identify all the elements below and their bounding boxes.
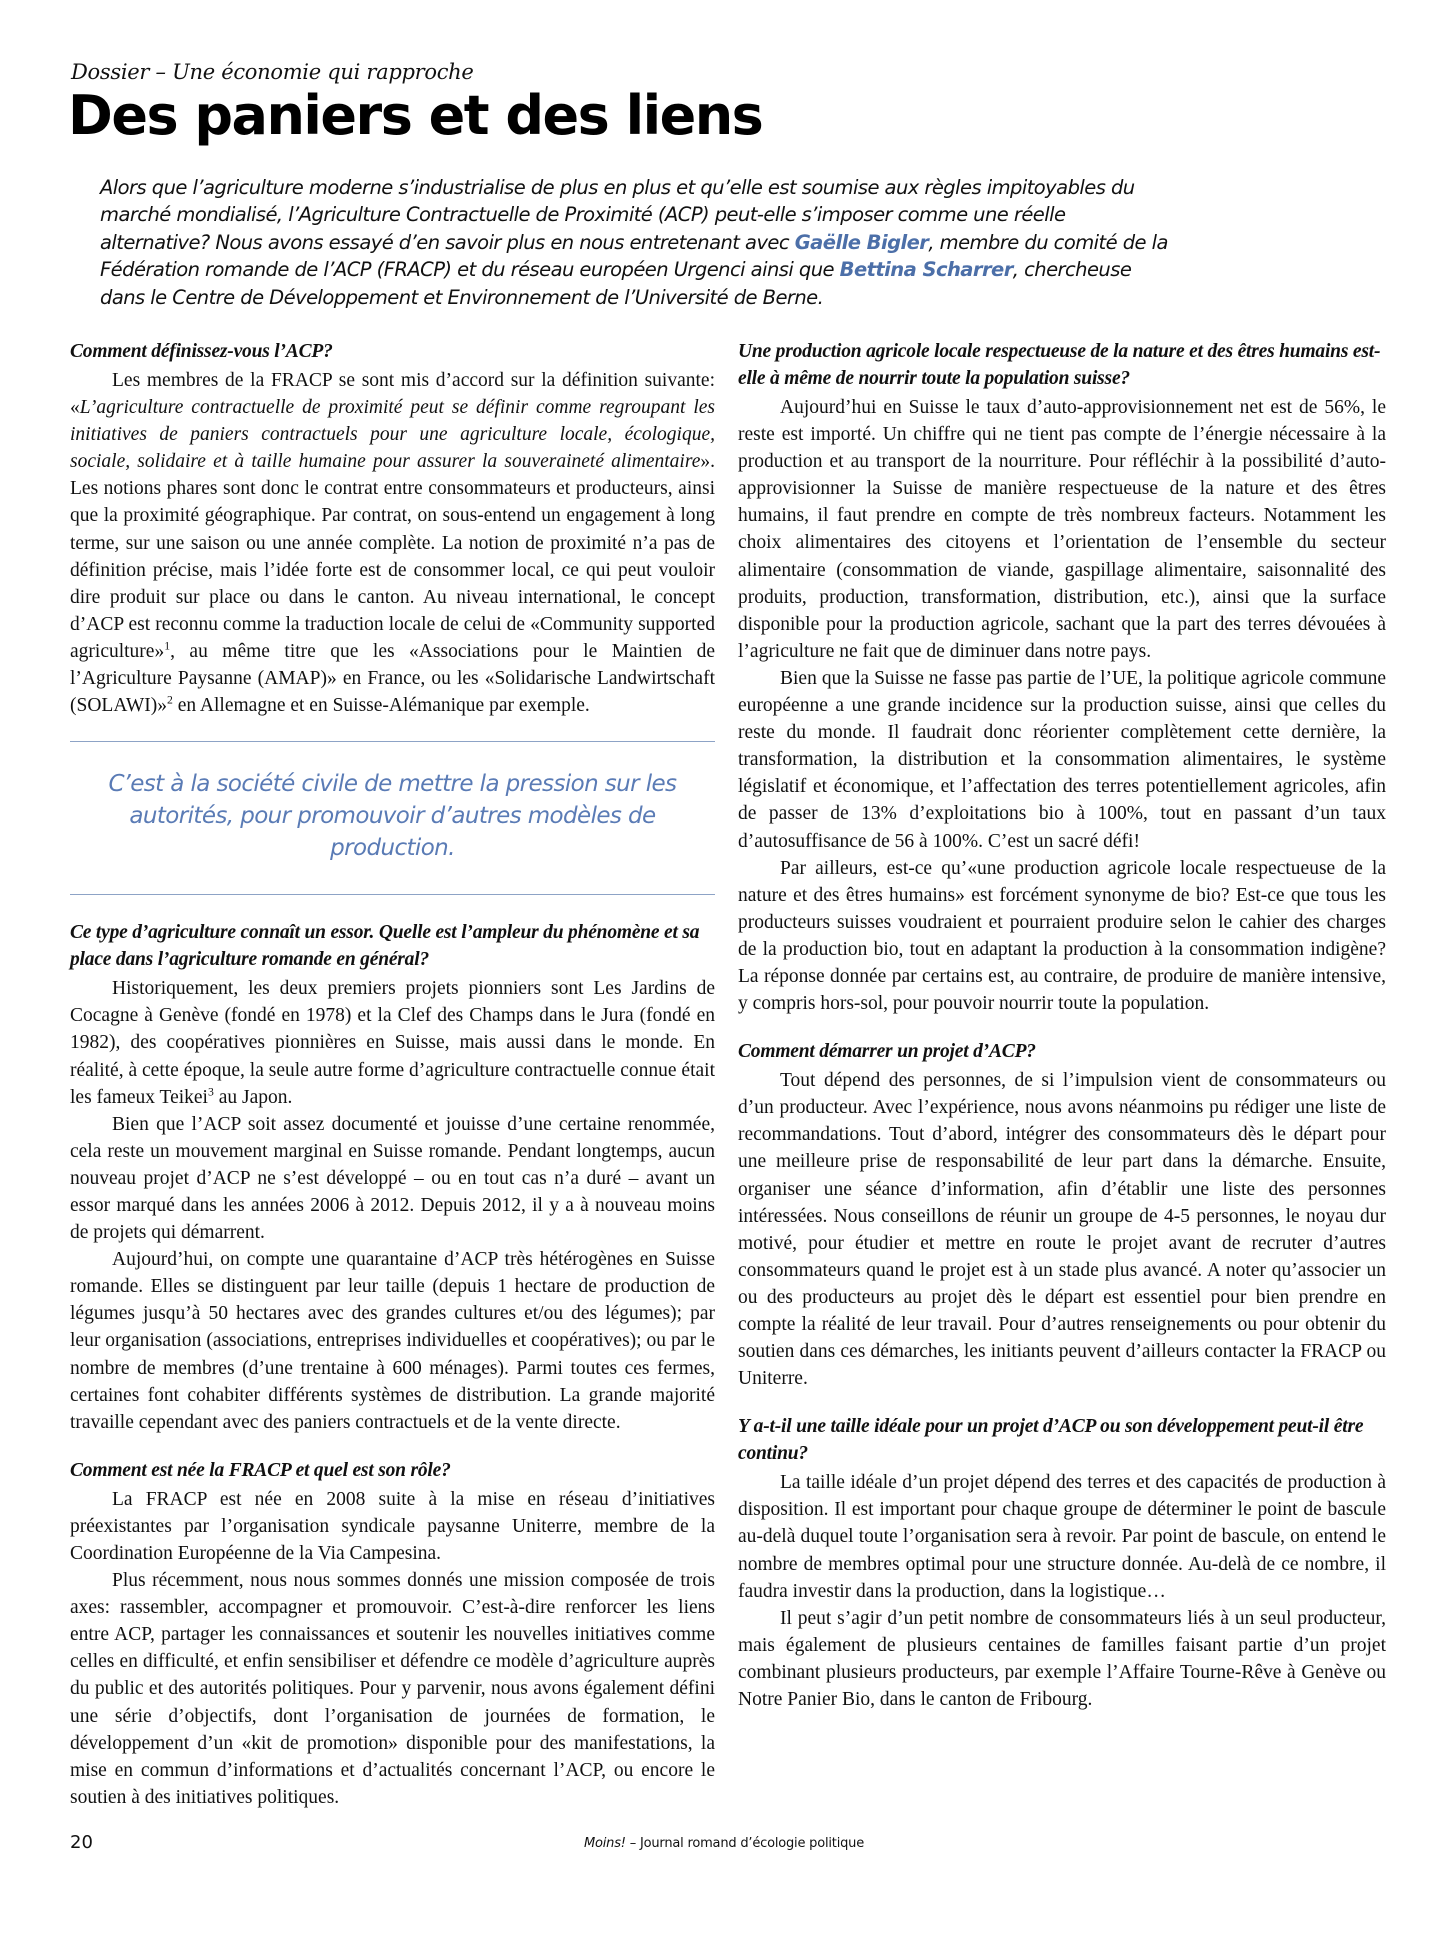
journal-name: Moins! bbox=[584, 1836, 626, 1851]
pull-quote-text: C’est à la société civile de mettre la pression sur les autorités, pour promouvoir d’autres modèles de production. bbox=[108, 771, 677, 862]
lead-text-1: Alors que l’agriculture moderne s’industrialise de plus en plus et qu’elle est soumise aux règles impitoyables du marché mondialisé, l’Agriculture Contractuelle de Proximité (ACP) peut-elle s’imposer comme une réelle alternative? Nous avons essayé d’en savoir plus en nous entretenant avec bbox=[100, 176, 1135, 254]
answer-paragraph: La FRACP est née en 2008 suite à la mise en réseau d’initiatives préexistantes par l’organisation syndicale paysanne Uniterre, membre de la Coordination Européenne de la Via Campesina. bbox=[70, 1488, 715, 1564]
article-lead bbox=[100, 174, 1180, 311]
journal-tagline: – Journal romand d’écologie politique bbox=[625, 1836, 865, 1851]
answer-paragraph: La taille idéale d’un projet dépend des terres et des capacités de production à disposition. Il est important pour chaque groupe de déterminer le point de bascule au-delà duquel toute l’organisation sera à revoir. Par point de bascule, on entend le nombre de membres optimal pour une structure donnée. Au-delà de ce nombre, il faudra investir dans la production, dans la logistique… bbox=[738, 1472, 1386, 1602]
footnote-ref: 1 bbox=[164, 639, 171, 653]
text-run: , au même titre que les «Associations pour le Maintien de l’Agriculture Paysanne (AMAP)» en France, ou les «Solidarische Landwirtschaft (SOLAWI)» bbox=[70, 640, 715, 717]
interviewee-name: Bettina Scharrer bbox=[839, 258, 1013, 282]
question-heading: Une production agricole locale respectueuse de la nature et des êtres humains est-elle à même de nourrir toute la population suisse? bbox=[738, 341, 1381, 389]
question-heading: Ce type d’agriculture connaît un essor. Quelle est l’ampleur du phénomène et sa place dans l’agriculture romande en général? bbox=[70, 922, 700, 971]
answer-paragraph: Il peut s’agir d’un petit nombre de consommateurs liés à un seul producteur, mais également de plusieurs centaines de familles faisant partie d’un projet combinant plusieurs producteurs, par exemple l’Affaire Tourne-Rêve à Genève ou Notre Panier Bio, dans le canton de Fribourg. bbox=[738, 1607, 1386, 1711]
article-title: Des paniers et des liens bbox=[68, 84, 763, 147]
section-kicker: Dossier – Une économie qui rapproche bbox=[71, 60, 474, 84]
footnote-ref: 2 bbox=[167, 693, 173, 707]
interviewee-name: Gaëlle Bigler bbox=[794, 230, 929, 254]
lead-text-3: , chercheuse dans le Centre de Développement et Environnement de l’Université de Berne. bbox=[100, 258, 1132, 309]
text-run: Les membres de la FRACP se sont mis d’accord sur la définition suivante: « bbox=[70, 370, 715, 419]
text-run: Historiquement, les deux premiers projets pionniers sont Les Jardins de Cocagne à Genève (fondé en 1978) et la Clef des Champs dans le Jura (fondé en 1982), des coopératives pionnières en Suisse, mais aussi dans le monde. En réalité, à cette époque, la seule autre forme d’agriculture contractuelle connue était les fameux Teikei bbox=[70, 978, 715, 1108]
left-column bbox=[70, 338, 715, 1811]
question-heading: Y a-t-il une taille idéale pour un projet d’ACP ou son développement peut-il être continu? bbox=[738, 1416, 1364, 1465]
answer-paragraph: Par ailleurs, est-ce qu’«une production agricole locale respectueuse de la nature et des êtres humains» est forcément synonyme de bio? Est-ce que tous les producteurs suisses voudraient et pourraient produire selon le cahier des charges de la production bio, tout en adaptant la production à la consommation indigène? La réponse donnée par certains est, au contraire, de produire de manière intensive, y compris hors-sol, pour pouvoir nourrir toute la population. bbox=[738, 857, 1386, 1015]
answer-paragraph: Aujourd’hui en Suisse le taux d’auto-approvisionnement net est de 56%, le reste est importé. Un chiffre qui ne tient pas compte de l’énergie nécessaire à la production et au transport de la nourriture. Pour réfléchir à la possibilité d’auto-approvisionner la Suisse de manière respectueuse de la nature et des êtres humains, il faut prendre en compte de très nombreux facteurs. Notamment les choix alimentaires des citoyens et l’orientation de l’ensemble du secteur alimentaire (consommation de viande, gaspillage alimentaire, saisonnalité des produits, production, transformation, distribution, etc.), ainsi que la surface disponible pour la production agricole, sachant que la part des terres dévouées à l’agriculture ne fait que de diminuer dans notre pays. bbox=[738, 397, 1386, 662]
text-run: ». Les notions phares sont donc le contrat entre consommateurs et producteurs, ainsi que la proximité géographique. Par contrat, on sous-entend un engagement à long terme, sur une saison ou une année complète. La notion de proximité n’a pas de définition précise, mais l’idée forte est de consommer local, ce qui peut vouloir dire produit sur place ou dans le canton. Au niveau international, le concept d’ACP est reconnu comme la traduction locale de celui de «Community supported agriculture» bbox=[70, 451, 715, 662]
answer-paragraph: Tout dépend des personnes, de si l’impulsion vient de consommateurs ou d’un producteur. Avec l’expérience, nous avons néanmoins pu rédiger une liste de recommandations. Tout d’abord, intégrer des consommateurs dès le départ pour une meilleure prise de responsabilité de leur part dans la démarche. Ensuite, organiser une séance d’information, afin d’établir une liste des personnes intéressées. Nous conseillons de réunir un groupe de 4-5 personnes, le noyau dur motivé, pour étudier et mettre en route le projet avant de recruter d’autres consommateurs quand le projet est à un stade plus avancé. A noter qu’associer un ou des producteurs au projet dès le départ est essentiel pour bien prendre en compte la réalité de leur travail. Pour d’autres renseignements ou pour obtenir du soutien dans ces démarches, les initiants peuvent d’ailleurs contacter la FRACP ou Uniterre. bbox=[738, 1070, 1386, 1390]
text-run: en Allemagne et en Suisse-Alémanique par exemple. bbox=[172, 695, 590, 717]
answer-paragraph: Plus récemment, nous nous sommes donnés une mission composée de trois axes: rassembler, accompagner et promouvoir. C’est-à-dire renforcer les liens entre ACP, partager les connaissances et soutenir les nouvelles initiatives comme celles en difficulté, et enfin sensibiliser et défendre ce modèle d’agriculture auprès du public et des autorités politiques. Pour y parvenir, nous avons également défini une série d’objectifs, dont l’organisation de journées de formation, le développement d’un «kit de promotion» disponible pour des manifestations, la mise en commun d’informations et d’actualités concernant l’ACP, ou encore le soutien à des initiatives politiques. bbox=[70, 1570, 715, 1808]
pull-quote bbox=[70, 741, 715, 895]
page-number: 20 bbox=[70, 1832, 93, 1853]
text-run: au Japon. bbox=[213, 1086, 293, 1108]
answer-paragraph bbox=[70, 975, 715, 1110]
running-footer bbox=[584, 1836, 864, 1851]
lead-text-2: , membre du comité de la Fédération romande de l’ACP (FRACP) et du réseau européen Urgenci ainsi que bbox=[100, 230, 1168, 282]
question-heading: Comment définissez-vous l’ACP? bbox=[70, 341, 333, 362]
answer-paragraph: Aujourd’hui, on compte une quarantaine d’ACP très hétérogènes en Suisse romande. Elles se distinguent par leur taille (depuis 1 hectare de production de légumes jusqu’à 50 hectares avec des grandes cultures et/ou des légumes); par leur organisation (associations, entreprises individuelles et coopératives); ou par le nombre de membres (d’une trentaine à 600 ménages). Parmi toutes ces fermes, certaines font cohabiter différents systèmes de distribution. La grande majorité travaille cependant avec des paniers contractuels et de la vente directe. bbox=[70, 1249, 715, 1433]
question-heading: Comment est née la FRACP et quel est son rôle? bbox=[70, 1459, 451, 1481]
definition-quote: L’agriculture contractuelle de proximité peut se définir comme regroupant les initiatives de paniers contractuels pour une agriculture locale, écologique, sociale, solidaire et à taille humaine pour assurer la souveraineté alimentaire bbox=[70, 397, 715, 473]
answer-paragraph bbox=[70, 367, 715, 719]
answer-paragraph: Bien que l’ACP soit assez documenté et jouisse d’une certaine renommée, cela reste un mouvement marginal en Suisse romande. Pendant longtemps, aucun nouveau projet d’ACP ne s’est développé – ou en tout cas n’a duré – avant un essor marqué dans les années 2006 à 2012. Depuis 2012, il y a à nouveau moins de projets qui démarrent. bbox=[70, 1113, 715, 1244]
question-heading: Comment démarrer un projet d’ACP? bbox=[738, 1041, 1036, 1063]
answer-paragraph: Bien que la Suisse ne fasse pas partie de l’UE, la politique agricole commune européenne a une grande incidence sur la production suisse, ainsi que celles du reste du monde. Il faudrait donc réorienter complètement cette dernière, la transformation, la distribution et la consommation alimentaires, le système législatif et économique, et l’affectation des terres potentiellement agricoles, afin de passer de 13% d’exploitations bio à 100%, tout en passant d’un taux d’autosuffisance de 56 à 100%. C’est un sacré défi! bbox=[738, 667, 1386, 852]
right-column bbox=[738, 338, 1386, 1713]
footnote-ref: 3 bbox=[207, 1085, 214, 1099]
